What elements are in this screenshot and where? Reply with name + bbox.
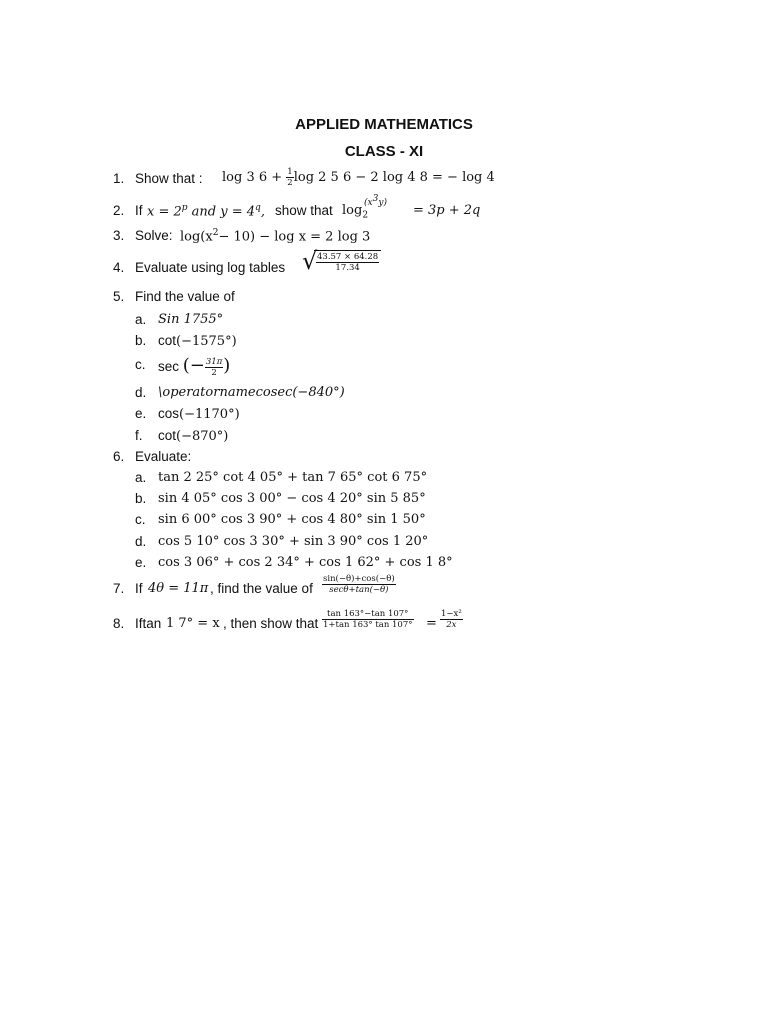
question-math: 1 7° = x [166,616,220,631]
fraction: $\frac{\tan 163^\circ-\tan 107^\circ}{1+\tan 163^\circ \tan 107^\circ}$ [323,609,413,630]
question-number: 5. [113,289,125,304]
question-number: 7. [113,581,125,596]
question-math: log 3 6 + $\frac{1}{2}$ log 2 5 6 − 2 log 4 8 = − log 4 [222,167,495,188]
question-number: 3. [113,228,125,243]
log-expression: $\log_2^{(x^3y)}$ [342,194,387,221]
question-text: show that [275,203,333,218]
subitem-math: cos 3 06° + cos 2 34° + cos 1 62° + cos 1 8° [158,555,453,570]
subitem-label: d. [135,385,147,400]
subitem-label: c. [135,357,146,372]
question-text: Find the value of [135,289,235,304]
question-math: $\log(x^2- 10) - \log x = 2$ log 3 [180,228,371,245]
question-text: If [135,581,143,596]
fraction: $\frac{31\pi}{2}$ [205,356,223,378]
question-number: 6. [113,449,125,464]
subitem-label: e. [135,406,147,421]
subitem-label: f. [135,428,143,443]
question-number: 8. [113,616,125,631]
question-number: 1. [113,171,125,186]
subitem-math: sin 6 00° cos 3 90° + cos 4 80° sin 1 50° [158,512,426,527]
question-text: , then show that [223,616,319,631]
subitem-text: cos(−1170°) [158,406,240,422]
subitem-label: e. [135,555,147,570]
fraction: $\frac{\text{1−x²}}{2x}$ [441,609,462,630]
question-text: , find the value of [210,581,313,596]
question-number: 4. [113,260,125,275]
page-title: APPLIED MATHEMATICS [295,116,473,133]
fraction: $\frac{43.57 \times 64.28}{17.34}$ [317,252,379,273]
subitem-label: b. [135,333,147,348]
subitem-text: cot(−870°) [158,428,229,444]
subitem-label: a. [135,470,147,485]
class-label: CLASS - XI [344,143,424,160]
subitem-text: sec (− $\frac{31\pi}{2}$ ) [158,355,231,378]
question-math: $x = 2^p$ and $y = 4^q$, [147,203,265,220]
question-text: If [135,203,143,218]
subitem-math: Sin 1755° [158,312,224,327]
equals-sign: = [426,616,437,631]
subitem-math: cos 5 10° cos 3 30° + sin 3 90° cos 1 20° [158,534,429,549]
question-number: 2. [113,203,125,218]
subitem-text: cot(−1575°) [158,333,237,349]
subitem-math: tan 2 25° cot 4 05° + tan 7 65° cot 6 75° [158,470,428,485]
question-text: Evaluate: [135,449,192,464]
subitem-label: c. [135,512,146,527]
square-root: √ $\frac{43.57 \times 64.28}{17.34}$ [302,250,381,273]
question-text: Show that : [135,171,203,186]
subitem-label: b. [135,491,147,506]
subitem-label: d. [135,534,147,549]
subitem-math: \operatornamecosec(−840°) [158,385,345,400]
question-text: Iftan [135,616,162,631]
fraction: sin(−θ)+cos(−θ) secθ+tan(−θ) [323,574,395,595]
fraction: $\frac{1}{2}$ [287,167,293,188]
subitem-math: sin 4 05° cos 3 00° − cos 4 20° sin 5 85° [158,491,426,506]
question-text: Evaluate using log tables [135,260,286,275]
question-math: 4θ = 11π [148,581,209,596]
question-rhs: = 3p + 2q [413,203,481,218]
subitem-label: a. [135,312,147,327]
question-text: Solve: [135,228,173,243]
